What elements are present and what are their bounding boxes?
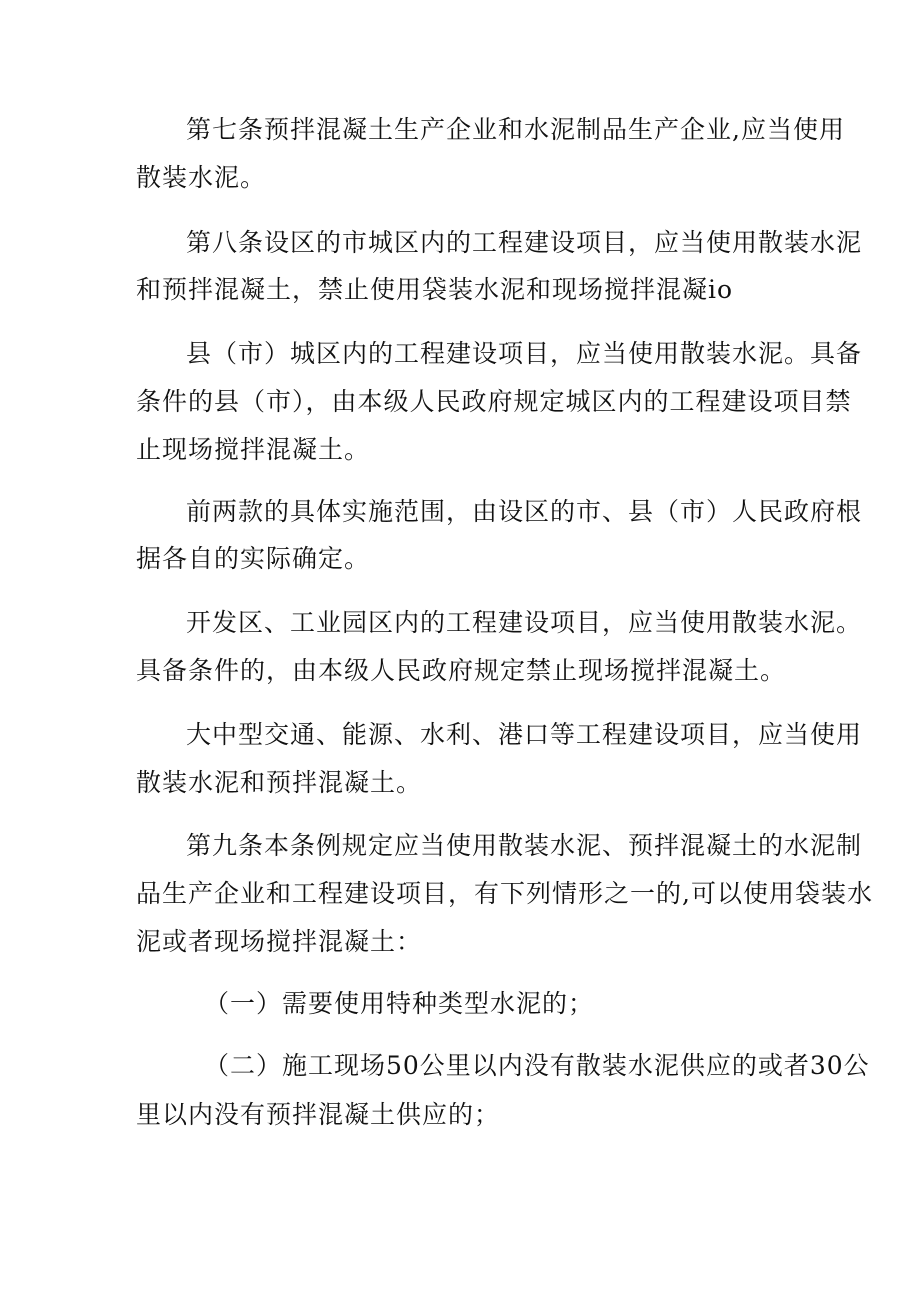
item-1-line-1: （一）需要使用特种类型水泥的； [204, 989, 595, 1018]
article-8-line-2: 和预拌混凝土，禁止使用袋装水泥和现场搅拌混凝io [136, 275, 734, 304]
article-9-line-3: 泥或者现场搅拌混凝土： [136, 927, 423, 956]
scope-clause-line-1: 前两款的具体实施范围，由设区的市、县（市）人民政府根 [186, 497, 863, 526]
article-9-line-2: 品生产企业和工程建设项目，有下列情形之一的,可以使用袋装水 [136, 879, 873, 908]
county-clause-line-3: 止现场搅拌混凝土。 [136, 435, 371, 464]
large-project-clause-line-1: 大中型交通、能源、水利、港口等工程建设项目，应当使用 [186, 720, 863, 749]
item-2-line-1: （二）施工现场50公里以内没有散装水泥供应的或者30公 [204, 1051, 870, 1080]
article-9-line-1: 第九条本条例规定应当使用散装水泥、预拌混凝土的水泥制 [186, 831, 863, 860]
dev-zone-clause-line-1: 开发区、工业园区内的工程建设项目，应当使用散装水泥。 [186, 608, 863, 637]
article-7-line-1: 第七条预拌混凝土生产企业和水泥制品生产企业,应当使用 [186, 115, 845, 144]
article-7-line-2: 散装水泥。 [136, 163, 267, 192]
county-clause-line-1: 县（市）城区内的工程建设项目，应当使用散装水泥。具备 [186, 339, 863, 368]
dev-zone-clause-line-2: 具备条件的，由本级人民政府规定禁止现场搅拌混凝土。 [136, 656, 787, 685]
item-2-line-2: 里以内没有预拌混凝土供应的； [136, 1100, 501, 1129]
large-project-clause-line-2: 散装水泥和预拌混凝土。 [136, 768, 423, 797]
county-clause-line-2: 条件的县（市），由本级人民政府规定城区内的工程建设项目禁 [136, 387, 852, 416]
scope-clause-line-2: 据各自的实际确定。 [136, 544, 371, 573]
article-8-line-1: 第八条设区的市城区内的工程建设项目，应当使用散装水泥 [186, 228, 863, 257]
